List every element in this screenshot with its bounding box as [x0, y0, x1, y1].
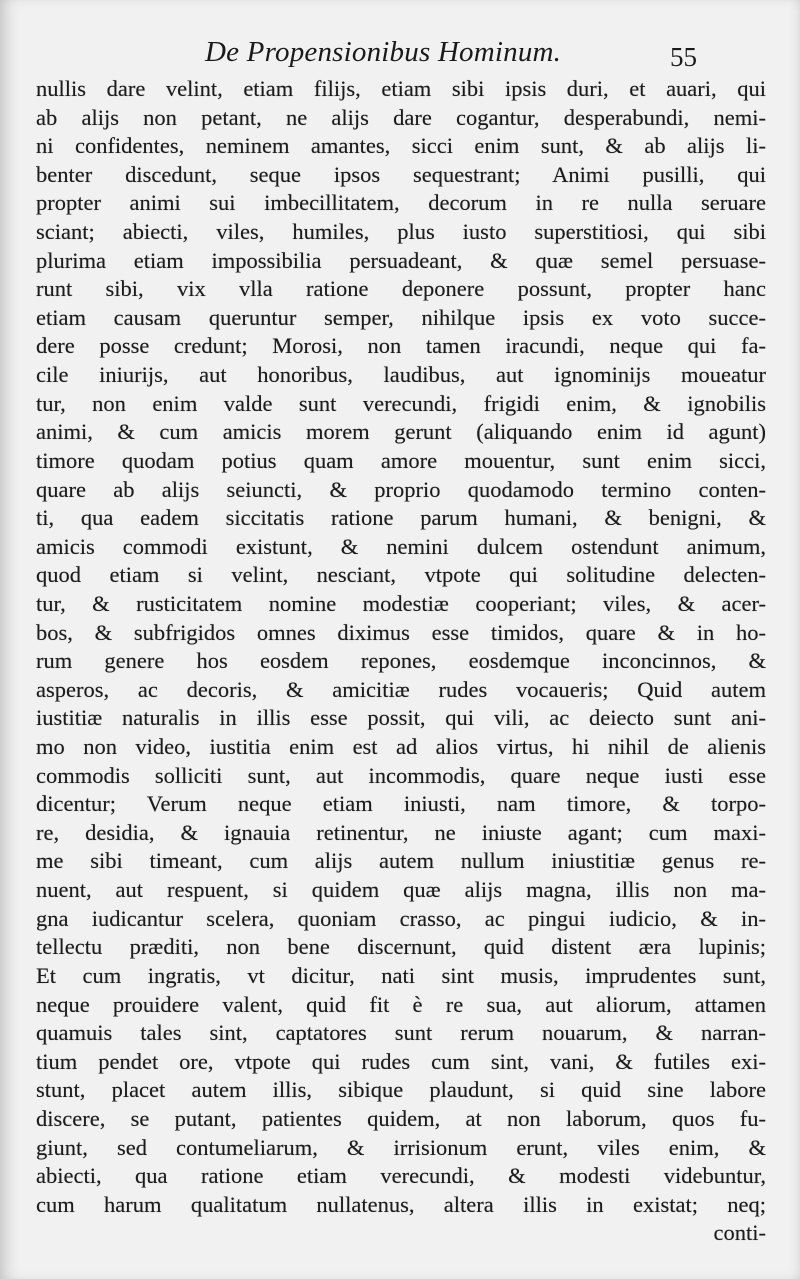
text-line: tur, & rusticitatem nomine modestiæ cooperiant; viles, & acer- [36, 590, 766, 616]
text-line: tellectu præditi, non bene discernunt, quid distent æra lupinis; [36, 934, 766, 960]
text-line: runt sibi, vix vlla ratione deponere possunt, propter hanc [36, 276, 766, 302]
text-line: re, desidia, & ignauia retinentur, ne iniuste agant; cum maxi- [36, 819, 766, 845]
text-line: bos, & subfrigidos omnes diximus esse timidos, quare & in ho- [36, 619, 766, 645]
text-line: cile iniurijs, aut honoribus, laudibus, aut ignominijs moueatur [36, 362, 766, 388]
text-line: quod etiam si velint, nesciant, vtpote qui solitudine delecten- [36, 562, 766, 588]
text-line: nullis dare velint, etiam filijs, etiam sibi ipsis duri, et auari, qui [36, 76, 766, 101]
text-line: ni confidentes, neminem amantes, sicci enim sunt, & ab alijs li- [36, 133, 766, 159]
text-line: dere posse credunt; Morosi, non tamen iracundi, neque qui fa- [36, 333, 766, 359]
text-line: neque prouidere valent, quid fit è re sua, aut aliorum, attamen [36, 991, 766, 1017]
page-header [0, 36, 800, 76]
running-title: De Propensionibus Hominum. [205, 36, 562, 68]
text-line: abiecti, qua ratione etiam verecundi, & modesti videbuntur, [36, 1163, 766, 1189]
text-line: ab alijs non petant, ne alijs dare cogantur, desperabundi, nemi- [36, 104, 766, 130]
text-line: me sibi timeant, cum alijs autem nullum iniustitiæ genus re- [36, 848, 766, 874]
text-line: iustitiæ naturalis in illis esse possit, qui vili, ac deiecto sunt ani- [36, 705, 766, 731]
text-line: gna iudicantur scelera, quoniam crasso, ac pingui iudicio, & in- [36, 905, 766, 931]
text-line: cum harum qualitatum nullatenus, altera illis in existat; neq; [36, 1191, 766, 1217]
text-line: ti, qua eadem siccitatis ratione parum humani, & benigni, & [36, 505, 766, 531]
text-line: animi, & cum amicis morem gerunt (aliquando enim id agunt) [36, 419, 766, 445]
text-line: etiam causam queruntur semper, nihilque ipsis ex voto succe- [36, 304, 766, 330]
text-line: tium pendet ore, vtpote qui rudes cum sint, vani, & futiles exi- [36, 1048, 766, 1074]
text-line: propter animi sui imbecillitatem, decorum in re nulla seruare [36, 190, 766, 216]
text-line: quamuis tales sint, captatores sunt rerum nouarum, & narran- [36, 1020, 766, 1046]
text-line: dicentur; Verum neque etiam iniusti, nam timore, & torpo- [36, 791, 766, 817]
text-line: sciant; abiecti, viles, humiles, plus iusto superstitiosi, qui sibi [36, 219, 766, 245]
text-line: asperos, ac decoris, & amicitiæ rudes vocaueris; Quid autem [36, 676, 766, 702]
text-line: timore quodam potius quam amore mouentur, sunt enim sicci, [36, 447, 766, 473]
text-line: plurima etiam impossibilia persuadeant, & quæ semel persuase- [36, 247, 766, 273]
text-line: benter discedunt, seque ipsos sequestrant; Animi pusilli, qui [36, 161, 766, 187]
text-line: rum genere hos eosdem repones, eosdemque inconcinnos, & [36, 648, 766, 674]
text-line: conti- [713, 1220, 766, 1246]
text-line: giunt, sed contumeliarum, & irrisionum erunt, viles enim, & [36, 1134, 766, 1160]
text-line: commodis solliciti sunt, aut incommodis, quare neque iusti esse [36, 762, 766, 788]
text-line: quare ab alijs seiuncti, & proprio quodamodo termino conten- [36, 476, 766, 502]
text-line: tur, non enim valde sunt verecundi, frigidi enim, & ignobilis [36, 390, 766, 416]
page-number: 55 [670, 42, 697, 72]
body-text [36, 75, 766, 1248]
text-line: discere, se putant, patientes quidem, at non laborum, quos fu- [36, 1105, 766, 1131]
text-line: mo non video, iustitia enim est ad alios virtus, hi nihil de alienis [36, 734, 766, 760]
text-line: amicis commodi existunt, & nemini dulcem ostendunt animum, [36, 533, 766, 559]
text-line: nuent, aut respuent, si quidem quæ alijs magna, illis non ma- [36, 877, 766, 903]
text-line: Et cum ingratis, vt dicitur, nati sint musis, imprudentes sunt, [36, 962, 766, 988]
text-line: stunt, placet autem illis, sibique plaudunt, si quid sine labore [36, 1077, 766, 1103]
